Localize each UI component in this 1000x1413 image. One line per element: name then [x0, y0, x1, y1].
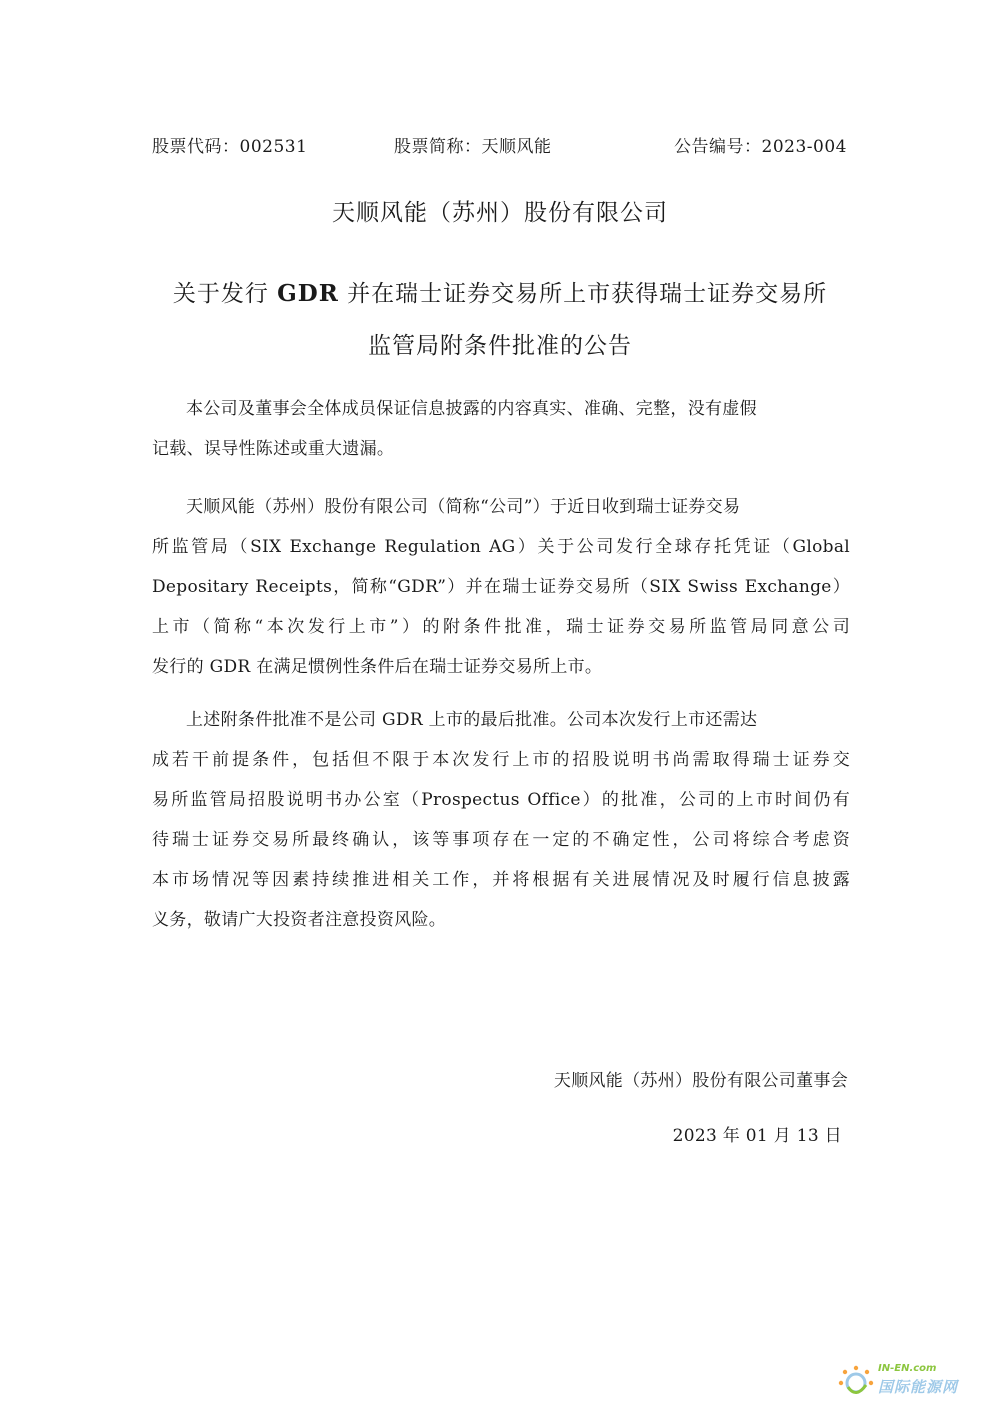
paragraph-line: 义务，敬请广大投资者注意投资风险。 — [152, 910, 447, 930]
paragraph-line: 成若干前提条件，包括但不限于本次发行上市的招股说明书尚需取得瑞士证券交 — [152, 750, 850, 770]
paragraph-line: 本市场情况等因素持续推进相关工作，并将根据有关进展情况及时履行信息披露 — [152, 870, 850, 890]
title-post: 并在瑞士证券交易所上市获得瑞士证券交易所 — [338, 281, 828, 307]
announcement-title-line-1 — [0, 275, 1000, 308]
announcement-title-line-2: 监管局附条件批准的公告 — [368, 333, 632, 359]
site-watermark — [836, 1359, 986, 1403]
paragraph-line: 待瑞士证券交易所最终确认，该等事项存在一定的不确定性，公司将综合考虑资 — [152, 830, 850, 850]
paragraph-line: 发行的 GDR 在满足惯例性条件后在瑞士证券交易所上市。 — [152, 657, 603, 677]
company-title: 天顺风能（苏州）股份有限公司 — [332, 200, 668, 226]
paragraph-line: Depositary Receipts，简称“GDR”）并在瑞士证券交易所（SIX Swiss Exchange） — [152, 577, 850, 597]
title-bold-gdr: GDR — [277, 280, 339, 307]
stock-code: 股票代码：002531 — [152, 137, 308, 157]
paragraph-line: 本公司及董事会全体成员保证信息披露的内容真实、准确、完整，没有虚假 — [186, 399, 757, 419]
announcement-number: 公告编号：2023-004 — [674, 137, 847, 157]
stock-abbreviation: 股票简称：天顺风能 — [394, 137, 552, 157]
signature-date: 2023 年 01 月 13 日 — [672, 1126, 842, 1146]
signature-company: 天顺风能（苏州）股份有限公司董事会 — [553, 1071, 848, 1091]
statement-paragraph — [152, 389, 850, 469]
paragraph-line: 天顺风能（苏州）股份有限公司（简称“公司”）于近日收到瑞士证券交易 — [186, 497, 741, 517]
paragraph-line: 上述附条件批准不是公司 GDR 上市的最后批准。公司本次发行上市还需达 — [186, 710, 758, 730]
sun-leaf-logo-icon — [836, 1363, 876, 1403]
title-pre: 关于发行 — [172, 281, 278, 307]
paragraph-line: 记载、误导性陈述或重大遗漏。 — [152, 439, 395, 459]
risk-paragraph — [152, 700, 850, 940]
main-paragraph — [152, 487, 850, 687]
paragraph-line: 所监管局（SIX Exchange Regulation AG）关于公司发行全球存托凭证（Global — [152, 537, 850, 557]
watermark-cn: 国际能源网 — [878, 1378, 959, 1396]
paragraph-line: 上市（简称“本次发行上市”）的附条件批准，瑞士证券交易所监管局同意公司 — [152, 617, 850, 637]
paragraph-line: 易所监管局招股说明书办公室（Prospectus Office）的批准，公司的上市时间仍有 — [152, 790, 850, 810]
header-meta-row — [152, 132, 847, 158]
watermark-latin: IN-EN.com — [878, 1363, 937, 1374]
